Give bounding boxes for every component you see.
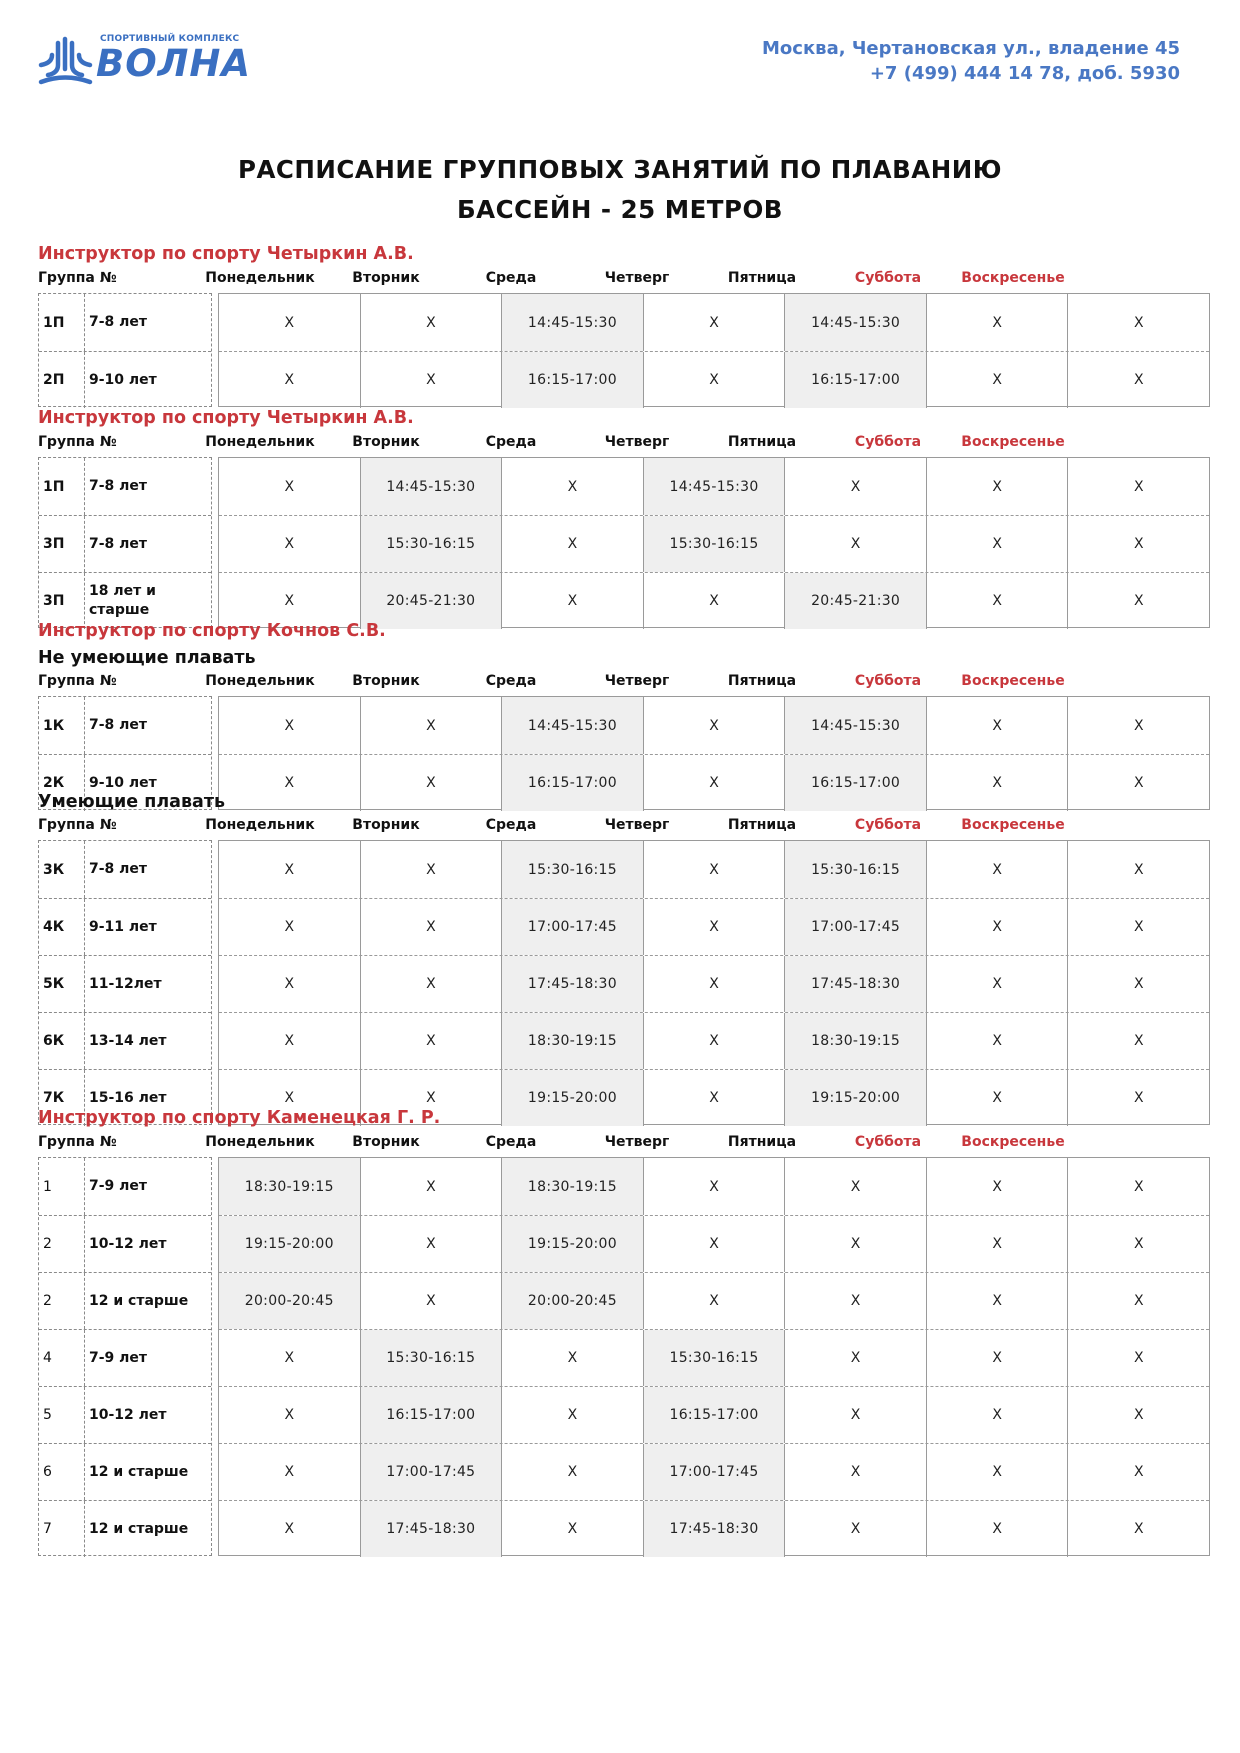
group-row (39, 351, 211, 408)
session-time-cell: 17:00-17:45 (784, 899, 926, 955)
column-header-day: Среда (485, 434, 537, 450)
no-class-cell: X (926, 1330, 1068, 1386)
group-age: 7-8 лет (89, 717, 148, 733)
no-class-cell: X (360, 755, 502, 811)
group-column (38, 457, 212, 628)
column-header-group: Группа № (38, 673, 117, 689)
group-age: 13-14 лет (89, 1032, 167, 1049)
column-header-day: Понедельник (205, 270, 315, 286)
group-row (39, 1272, 211, 1329)
group-age: 10-12 лет (89, 1406, 167, 1423)
no-class-cell: X (360, 1158, 502, 1215)
no-class-cell: X (1067, 1216, 1209, 1272)
no-class-cell: X (643, 956, 785, 1012)
session-time-cell: 15:30-16:15 (643, 516, 785, 572)
no-class-cell: X (784, 1444, 926, 1500)
title-line-2: БАССЕЙН - 25 МЕТРОВ (457, 195, 783, 224)
no-class-cell: X (284, 593, 295, 609)
group-age: 12 и старше (89, 1292, 189, 1309)
session-time-cell: 14:45-15:30 (643, 458, 785, 515)
column-header-day: Четверг (604, 1134, 670, 1150)
column-header-day: Понедельник (205, 1134, 315, 1150)
column-header-day: Пятница (727, 817, 797, 833)
no-class-cell: X (501, 1444, 643, 1500)
no-class-cell: X (284, 775, 295, 791)
session-time-cell: 18:30-19:15 (219, 1158, 360, 1215)
column-header-day: Понедельник (205, 434, 315, 450)
session-time-cell: 16:15-17:00 (643, 1387, 785, 1443)
no-class-cell: X (784, 1158, 926, 1215)
no-class-cell: X (360, 1216, 502, 1272)
no-class-cell: X (284, 1464, 295, 1480)
schedule-section (38, 1104, 1210, 1556)
no-class-cell: X (1067, 1444, 1209, 1500)
no-class-cell: X (643, 1013, 785, 1069)
no-class-cell: X (926, 899, 1068, 955)
session-time-cell: 17:00-17:45 (501, 899, 643, 955)
session-time-cell: 16:15-17:00 (501, 352, 643, 408)
column-header-day: Четверг (604, 673, 670, 689)
table-row (219, 841, 1209, 898)
group-row (39, 515, 211, 572)
table-row (219, 351, 1209, 408)
column-header-day: Воскресенье (961, 1134, 1065, 1150)
column-header-group: Группа № (38, 1134, 117, 1150)
session-time-cell: 16:15-17:00 (360, 1387, 502, 1443)
no-class-cell: X (1067, 899, 1209, 955)
group-column (38, 840, 212, 1125)
schedule-table (38, 293, 1210, 407)
column-header-group: Группа № (38, 817, 117, 833)
column-header-day: Суббота (854, 270, 922, 286)
group-number: 1П (39, 294, 85, 351)
group-age: 7-8 лет (89, 478, 148, 494)
no-class-cell: X (284, 478, 295, 495)
column-header-day: Вторник (352, 673, 420, 689)
group-age: 9-10 лет (89, 774, 157, 791)
session-time-cell: 15:30-16:15 (784, 841, 926, 898)
group-age: 15-16 лет (89, 1089, 167, 1106)
table-row (219, 898, 1209, 955)
session-time-cell: 17:45-18:30 (643, 1501, 785, 1557)
group-age: 9-11 лет (89, 918, 157, 935)
days-grid (218, 840, 1210, 1125)
no-class-cell: X (643, 755, 785, 811)
schedule-table (38, 457, 1210, 628)
no-class-cell: X (926, 458, 1068, 515)
group-row (39, 697, 211, 754)
no-class-cell: X (926, 755, 1068, 811)
no-class-cell: X (643, 1216, 785, 1272)
schedule-table (38, 840, 1210, 1125)
no-class-cell: X (784, 1387, 926, 1443)
session-time-cell: 17:00-17:45 (360, 1444, 502, 1500)
group-row (39, 1012, 211, 1069)
days-grid (218, 293, 1210, 407)
no-class-cell: X (501, 1501, 643, 1557)
no-class-cell: X (284, 1407, 295, 1423)
session-time-cell: 15:30-16:15 (360, 1330, 502, 1386)
session-time-cell: 19:15-20:00 (784, 1070, 926, 1126)
column-header-day: Пятница (727, 434, 797, 450)
session-time-cell: 17:45-18:30 (501, 956, 643, 1012)
column-header-day: Четверг (604, 270, 670, 286)
no-class-cell: X (284, 1033, 295, 1049)
table-header (38, 1132, 1210, 1154)
no-class-cell: X (784, 458, 926, 515)
no-class-cell: X (284, 717, 295, 734)
session-time-cell: 20:45-21:30 (360, 573, 502, 629)
no-class-cell: X (926, 956, 1068, 1012)
group-number: 3П (39, 516, 85, 572)
group-number: 6К (39, 1013, 85, 1069)
session-time-cell: 14:45-15:30 (784, 294, 926, 351)
group-number: 1К (39, 697, 85, 754)
column-header-day: Вторник (352, 1134, 420, 1150)
no-class-cell: X (284, 1350, 295, 1366)
column-header-day: Воскресенье (961, 817, 1065, 833)
no-class-cell: X (1067, 1013, 1209, 1069)
group-number: 2 (39, 1216, 85, 1272)
column-header-day: Понедельник (205, 817, 315, 833)
schedule-section (38, 789, 1210, 1125)
no-class-cell: X (360, 294, 502, 351)
group-number: 5К (39, 956, 85, 1012)
instructor-name: Инструктор по спорту Кочнов С.В. (38, 621, 386, 641)
table-row (219, 1215, 1209, 1272)
no-class-cell: X (501, 573, 643, 629)
instructor-name: Инструктор по спорту Каменецкая Г. Р. (38, 1108, 441, 1128)
session-time-cell: 20:00-20:45 (219, 1273, 360, 1329)
no-class-cell: X (1067, 1158, 1209, 1215)
no-class-cell: X (1067, 697, 1209, 754)
no-class-cell: X (501, 458, 643, 515)
no-class-cell: X (284, 976, 295, 992)
group-number: 4К (39, 899, 85, 955)
column-header-day: Среда (485, 1134, 537, 1150)
session-time-cell: 16:15-17:00 (784, 755, 926, 811)
no-class-cell: X (501, 1330, 643, 1386)
group-age: 11-12лет (89, 975, 162, 992)
no-class-cell: X (1067, 755, 1209, 811)
no-class-cell: X (284, 919, 295, 935)
session-time-cell: 19:15-20:00 (219, 1216, 360, 1272)
no-class-cell: X (284, 372, 295, 388)
table-header (38, 815, 1210, 837)
session-time-cell: 19:15-20:00 (501, 1070, 643, 1126)
schedule-section (38, 404, 1210, 628)
table-header (38, 268, 1210, 290)
column-header-group: Группа № (38, 270, 117, 286)
no-class-cell: X (926, 841, 1068, 898)
no-class-cell: X (501, 516, 643, 572)
no-class-cell: X (1067, 1273, 1209, 1329)
group-row (39, 1329, 211, 1386)
group-column (38, 293, 212, 407)
table-header (38, 432, 1210, 454)
no-class-cell: X (284, 314, 295, 331)
no-class-cell: X (784, 1501, 926, 1557)
table-row (219, 1272, 1209, 1329)
session-time-cell: 14:45-15:30 (360, 458, 502, 515)
group-number: 3К (39, 841, 85, 898)
table-row (219, 458, 1209, 515)
group-row (39, 955, 211, 1012)
session-time-cell: 14:45-15:30 (784, 697, 926, 754)
column-header-day: Воскресенье (961, 270, 1065, 286)
column-header-day: Пятница (727, 270, 797, 286)
group-number: 2П (39, 352, 85, 408)
session-time-cell: 14:45-15:30 (501, 294, 643, 351)
schedule-section (38, 240, 1210, 407)
session-time-cell: 16:15-17:00 (784, 352, 926, 408)
phone: +7 (499) 444 14 78, доб. 5930 (869, 63, 1180, 84)
table-row (219, 697, 1209, 754)
no-class-cell: X (926, 1216, 1068, 1272)
group-age: 9-10 лет (89, 371, 157, 388)
no-class-cell: X (926, 1387, 1068, 1443)
no-class-cell: X (1067, 516, 1209, 572)
table-row (219, 515, 1209, 572)
section-subtitle: Не умеющие плавать (38, 648, 256, 668)
group-number: 5 (39, 1387, 85, 1443)
group-age: 7-8 лет (89, 535, 148, 552)
column-header-day: Пятница (727, 1134, 797, 1150)
column-header-day: Вторник (352, 270, 420, 286)
column-header-day: Четверг (604, 434, 670, 450)
column-header-group: Группа № (38, 434, 117, 450)
column-header-day: Суббота (854, 434, 922, 450)
no-class-cell: X (784, 1273, 926, 1329)
no-class-cell: X (1067, 1330, 1209, 1386)
group-age: 10-12 лет (89, 1235, 167, 1252)
no-class-cell: X (926, 573, 1068, 629)
no-class-cell: X (643, 1070, 785, 1126)
no-class-cell: X (1067, 1501, 1209, 1557)
no-class-cell: X (1067, 841, 1209, 898)
group-row (39, 1443, 211, 1500)
session-time-cell: 18:30-19:15 (784, 1013, 926, 1069)
column-header-day: Понедельник (205, 673, 315, 689)
no-class-cell: X (284, 536, 295, 552)
session-time-cell: 15:30-16:15 (360, 516, 502, 572)
no-class-cell: X (1067, 956, 1209, 1012)
column-header-day: Суббота (854, 817, 922, 833)
no-class-cell: X (643, 1158, 785, 1215)
column-header-day: Среда (485, 270, 537, 286)
days-grid (218, 1157, 1210, 1556)
column-header-day: Воскресенье (961, 434, 1065, 450)
group-number: 4 (39, 1330, 85, 1386)
session-time-cell: 20:45-21:30 (784, 573, 926, 629)
session-time-cell: 14:45-15:30 (501, 697, 643, 754)
schedule-section (38, 617, 1210, 810)
session-time-cell: 19:15-20:00 (501, 1216, 643, 1272)
group-age: 12 и старше (89, 1463, 189, 1480)
group-row (39, 294, 211, 351)
group-age: 7-9 лет (89, 1349, 148, 1366)
column-header-day: Пятница (727, 673, 797, 689)
logo-wordmark: ВОЛНА (96, 42, 251, 85)
group-age: 7-8 лет (89, 861, 148, 877)
no-class-cell: X (784, 1330, 926, 1386)
days-grid (218, 457, 1210, 628)
no-class-cell: X (1067, 458, 1209, 515)
schedule-table (38, 1157, 1210, 1556)
column-header-day: Среда (485, 817, 537, 833)
group-number: 6 (39, 1444, 85, 1500)
no-class-cell: X (360, 697, 502, 754)
instructor-name: Инструктор по спорту Четыркин А.В. (38, 408, 414, 428)
session-time-cell: 17:45-18:30 (784, 956, 926, 1012)
table-row (219, 1329, 1209, 1386)
no-class-cell: X (784, 516, 926, 572)
session-time-cell: 20:00-20:45 (501, 1273, 643, 1329)
group-row (39, 1500, 211, 1557)
group-number: 2 (39, 1273, 85, 1329)
group-row (39, 1386, 211, 1443)
group-column (38, 1157, 212, 1556)
no-class-cell: X (1067, 1387, 1209, 1443)
group-row (39, 1158, 211, 1215)
logo-subtitle: СПОРТИВНЫЙ КОМПЛЕКС (100, 34, 240, 44)
no-class-cell: X (284, 861, 295, 878)
session-time-cell: 16:15-17:00 (501, 755, 643, 811)
column-header-day: Суббота (854, 673, 922, 689)
no-class-cell: X (926, 294, 1068, 351)
no-class-cell: X (360, 956, 502, 1012)
group-row (39, 898, 211, 955)
no-class-cell: X (284, 1521, 295, 1537)
group-row (39, 841, 211, 898)
no-class-cell: X (926, 1158, 1068, 1215)
table-row (219, 1443, 1209, 1500)
group-age: 18 лет и старше (89, 583, 156, 618)
no-class-cell: X (360, 1273, 502, 1329)
table-row (219, 1012, 1209, 1069)
group-row (39, 1215, 211, 1272)
table-row (219, 1500, 1209, 1557)
no-class-cell: X (501, 1387, 643, 1443)
title-line-1: РАСПИСАНИЕ ГРУППОВЫХ ЗАНЯТИЙ ПО ПЛАВАНИЮ (238, 155, 1002, 184)
logo (38, 32, 251, 90)
no-class-cell: X (926, 1501, 1068, 1557)
no-class-cell: X (1067, 352, 1209, 408)
no-class-cell: X (643, 294, 785, 351)
document-title (0, 150, 1240, 230)
group-number: 3П (39, 573, 85, 629)
group-number: 7 (39, 1501, 85, 1557)
column-header-day: Суббота (854, 1134, 922, 1150)
table-header (38, 671, 1210, 693)
no-class-cell: X (926, 697, 1068, 754)
no-class-cell: X (926, 352, 1068, 408)
table-row (219, 1158, 1209, 1215)
session-time-cell: 18:30-19:15 (501, 1158, 643, 1215)
column-header-day: Воскресенье (961, 673, 1065, 689)
session-time-cell: 17:45-18:30 (360, 1501, 502, 1557)
group-age: 7-9 лет (89, 1178, 148, 1194)
no-class-cell: X (360, 841, 502, 898)
group-number: 1П (39, 458, 85, 515)
no-class-cell: X (284, 1090, 295, 1106)
group-age: 7-8 лет (89, 314, 148, 330)
table-row (219, 294, 1209, 351)
no-class-cell: X (643, 841, 785, 898)
no-class-cell: X (643, 899, 785, 955)
no-class-cell: X (926, 1273, 1068, 1329)
no-class-cell: X (643, 352, 785, 408)
group-number: 1 (39, 1158, 85, 1215)
no-class-cell: X (643, 1273, 785, 1329)
group-age: 12 и старше (89, 1520, 189, 1537)
instructor-name: Инструктор по спорту Четыркин А.В. (38, 244, 414, 264)
no-class-cell: X (784, 1216, 926, 1272)
session-time-cell: 15:30-16:15 (643, 1330, 785, 1386)
table-row (219, 955, 1209, 1012)
column-header-day: Четверг (604, 817, 670, 833)
no-class-cell: X (643, 697, 785, 754)
no-class-cell: X (360, 352, 502, 408)
column-header-day: Вторник (352, 817, 420, 833)
no-class-cell: X (926, 1070, 1068, 1126)
group-number: 7К (39, 1070, 85, 1126)
page-header (38, 32, 1180, 92)
contacts (762, 36, 1180, 86)
no-class-cell: X (926, 516, 1068, 572)
no-class-cell: X (926, 1013, 1068, 1069)
no-class-cell: X (643, 573, 785, 629)
session-time-cell: 15:30-16:15 (501, 841, 643, 898)
wave-logo-icon (38, 35, 93, 87)
session-time-cell: 18:30-19:15 (501, 1013, 643, 1069)
no-class-cell: X (360, 899, 502, 955)
section-subtitle: Умеющие плавать (38, 792, 226, 812)
column-header-day: Среда (485, 673, 537, 689)
column-header-day: Вторник (352, 434, 420, 450)
table-row (219, 1386, 1209, 1443)
no-class-cell: X (360, 1013, 502, 1069)
no-class-cell: X (1067, 573, 1209, 629)
group-number: 2К (39, 755, 85, 811)
no-class-cell: X (1067, 1070, 1209, 1126)
no-class-cell: X (360, 1070, 502, 1126)
address: Москва, Чертановская ул., владение 45 (762, 38, 1180, 59)
session-time-cell: 17:00-17:45 (643, 1444, 785, 1500)
group-row (39, 458, 211, 515)
no-class-cell: X (1067, 294, 1209, 351)
no-class-cell: X (926, 1444, 1068, 1500)
